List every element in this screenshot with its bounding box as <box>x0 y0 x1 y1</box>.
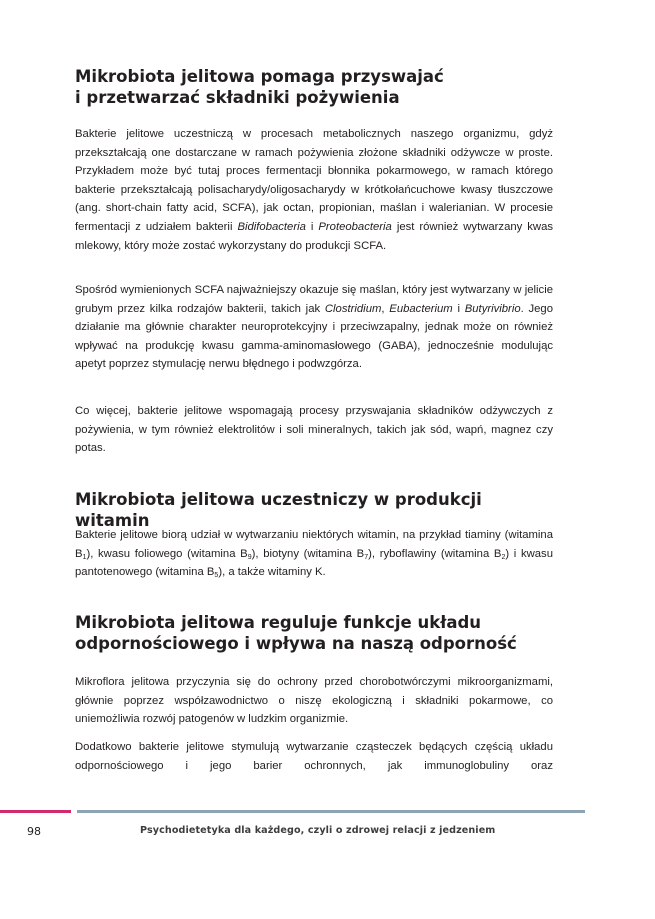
paragraph-vitamins <box>75 526 553 582</box>
subscript: 2 <box>501 553 506 561</box>
paragraph-protection <box>75 673 553 729</box>
italic-term: Proteobacteria <box>318 220 392 233</box>
text-run: ), ryboflawiny (witamina B <box>368 547 502 560</box>
heading-line: odpornościowego i wpływa na naszą odporność <box>75 634 517 653</box>
text-run: ), biotyny (witamina B <box>251 547 365 560</box>
footer-rule-accent <box>0 810 71 813</box>
heading-line: Mikrobiota jelitowa pomaga przyswajać <box>75 67 444 86</box>
paragraph-text: Mikroflora jelitowa przyczynia się do ochrony przed chorobotwórczymi mikroorganizmami, głównie poprzez współzawodnictwo o niszę ekologiczną i składniki pokarmowe, co uniemożliwia rozwój patogenów w ludzkim organizmie. <box>75 676 553 726</box>
text-run: ), kwasu foliowego (witamina B <box>86 547 248 560</box>
section-heading-digestion <box>75 66 553 108</box>
text-run: i <box>305 220 319 233</box>
italic-term: Butyrivibrio <box>464 302 521 315</box>
subscript: 1 <box>82 553 87 561</box>
heading-line: Mikrobiota jelitowa reguluje funkcje układu <box>75 613 482 632</box>
heading-line: i przetwarzać składniki pożywienia <box>75 88 400 107</box>
paragraph-text: Dodatkowo bakterie jelitowe stymulują wytwarzanie cząsteczek będących częścią układu odpornościowego i jego barier ochronnych, jak immunoglobuliny oraz <box>75 741 553 772</box>
footer-rule <box>77 810 585 813</box>
paragraph-absorption <box>75 402 553 458</box>
paragraph-metabolism <box>75 125 553 255</box>
running-footer-title: Psychodietetyka dla każdego, czyli o zdrowej relacji z jedzeniem <box>140 825 496 836</box>
italic-term: Clostridium <box>324 302 382 315</box>
text-run: Bakterie jelitowe uczestniczą w procesach metabolicznych naszego organizmu, gdyż przekształcają one dostarczane w ramach pożywienia złożone składniki odżywcze w proste. Przykładem może być tutaj proces fermentacji błonnika pokarmowego, w ramach którego bakterie przekształcają polisacharydy/oligosacharydy w krótkołańcuchowe kwasy tłuszczowe (ang. short-chain fatty acid, SCFA), jak octan, propionian, maślan i walerianian. W procesie fermentacji z udziałem bakterii <box>75 128 553 233</box>
section-heading-vitamins: Mikrobiota jelitowa uczestniczy w produkcji witamin <box>75 490 482 530</box>
page-number: 98 <box>27 825 41 838</box>
section-heading-immunity <box>75 612 553 654</box>
paragraph-immune-stimulation <box>75 738 553 775</box>
text-run: Spośród wymienionych SCFA najważniejszy okazuje się maślan, który jest wytwarzany w jelicie grubym przez kilka rodzajów bakterii, takich jak <box>75 284 553 315</box>
text-run: ), a także witaminy K. <box>218 566 326 579</box>
paragraph-butyrate <box>75 281 553 374</box>
text-run: , <box>381 302 390 315</box>
paragraph-text: Co więcej, bakterie jelitowe wspomagają procesy przyswajania składników odżywczych z pożywienia, w tym również elektrolitów i soli mineralnych, takich jak sód, wapń, magnez czy potas. <box>75 405 553 455</box>
text-run: Bakterie jelitowe biorą udział w wytwarzaniu niektórych witamin, na przykład tiaminy (witamina B <box>75 529 553 560</box>
subscript: 7 <box>364 553 369 561</box>
italic-term: Bidifobacteria <box>237 220 306 233</box>
text-run: jest również wytwarzany kwas mlekowy, który może zostać wykorzystany do produkcji SCFA. <box>75 220 553 252</box>
text-run: . Jego działanie ma głównie charakter neuroprotekcyjny i przeciwzapalny, jednak może on również wpływać na produkcję kwasu gamma-aminomasłowego (GABA), jednocześnie modulując apetyt poprzez stymulację nerwu błędnego i podwzgórza. <box>75 302 553 371</box>
subscript: 9 <box>247 553 252 561</box>
text-run: i <box>452 302 465 315</box>
text-run: ) i kwasu pantotenowego (witamina B <box>75 547 553 579</box>
subscript: 5 <box>214 572 219 580</box>
italic-term: Eubacterium <box>389 302 453 315</box>
